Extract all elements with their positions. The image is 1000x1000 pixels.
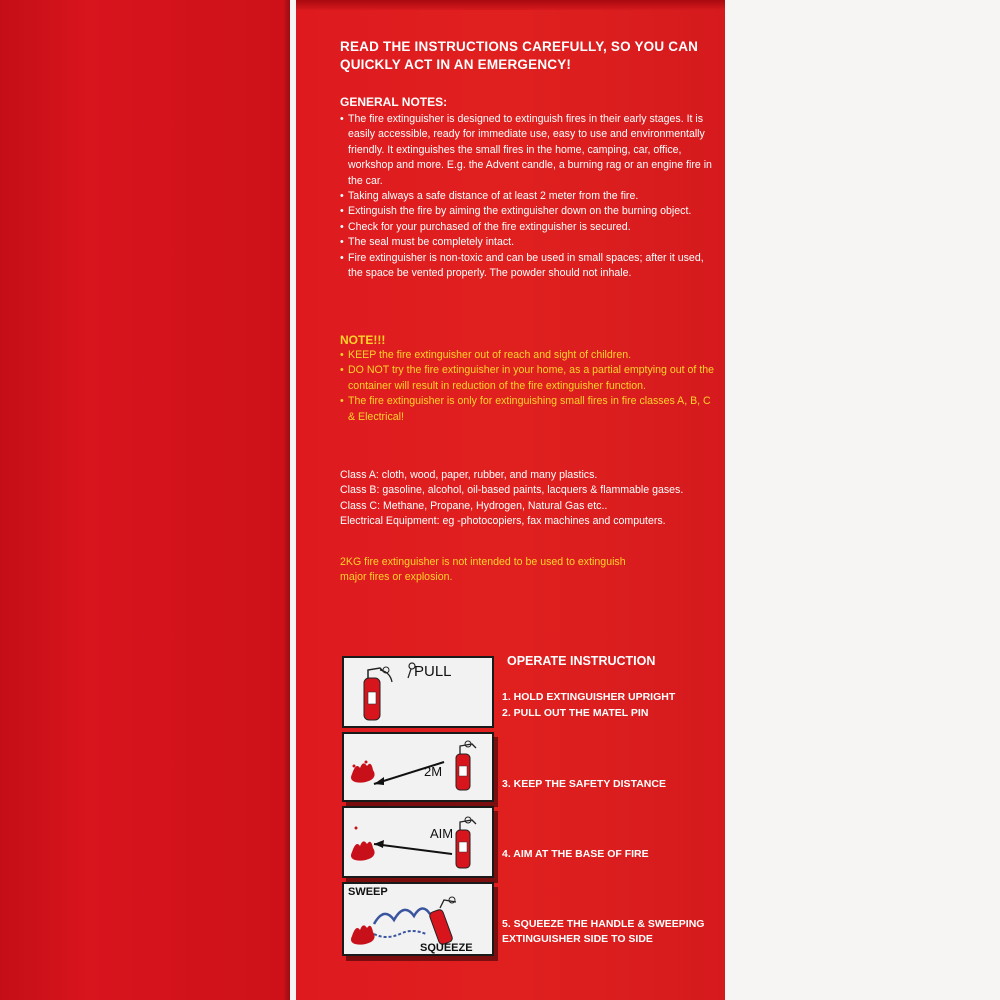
pull-pin-panel <box>342 656 494 728</box>
general-notes-list <box>340 112 715 281</box>
general-note-item: • Check for your purchased of the fire extinguisher is secured. <box>340 220 715 235</box>
general-note-item: • The seal must be completely intact. <box>340 235 715 250</box>
general-note-item: • Extinguish the fire by aiming the extinguisher down on the burning object. <box>340 204 715 219</box>
heading-line-2: QUICKLY ACT IN AN EMERGENCY! <box>340 57 572 72</box>
note-item: • DO NOT try the fire extinguisher in your home, as a partial emptying out of the container will result in reduction of the fire extinguisher function. <box>340 363 715 394</box>
pull-label: PULL <box>414 663 452 680</box>
note-list <box>340 348 715 425</box>
step-1: 1. HOLD EXTINGUISHER UPRIGHT <box>502 691 676 703</box>
capacity-warning: 2KG fire extinguisher is not intended to be used to extinguish major fires or explosion. <box>340 556 626 584</box>
background <box>725 0 1000 1000</box>
sweep-label: SWEEP <box>348 886 388 898</box>
sweep-motion-icon <box>374 908 430 937</box>
general-note-item: • Fire extinguisher is non-toxic and can be used in small spaces; after it used, the space be vented properly. The powder should not inhale. <box>340 251 715 282</box>
extinguisher-icon <box>456 817 476 868</box>
instructions-heading <box>340 38 720 74</box>
fire-class-item: Class B: gasoline, alcohol, oil-based paints, lacquers & flammable gases. <box>340 484 684 497</box>
fire-class-item: Electrical Equipment: eg -photocopiers, fax machines and computers. <box>340 515 666 528</box>
general-note-item: • The fire extinguisher is designed to extinguish fires in their early stages. It is easily accessible, ready for immediate use, easy to use and environmentally friendly. It extinguishes the small fires in the home, camping, car, office, workshop and more. E.g. the Advent candle, a burning rag or an engine fire in the car. <box>340 112 715 189</box>
note-item: • KEEP the fire extinguisher out of reach and sight of children. <box>340 348 715 363</box>
extinguisher-icon <box>429 897 456 945</box>
general-notes-title: GENERAL NOTES: <box>340 95 448 109</box>
distance-label: 2M <box>424 764 443 779</box>
extinguisher-icon <box>456 741 476 790</box>
step-4: 4. AIM AT THE BASE OF FIRE <box>502 848 649 860</box>
general-note-item: • Taking always a safe distance of at least 2 meter from the fire. <box>340 189 715 204</box>
aim-panel <box>342 806 494 878</box>
box-side-panel <box>0 0 290 1000</box>
fire-icon <box>351 761 375 783</box>
squeeze-label: SQUEEZE <box>420 942 473 954</box>
step-3: 3. KEEP THE SAFETY DISTANCE <box>502 778 666 790</box>
fire-icon <box>351 827 375 861</box>
step-5-line-1: 5. SQUEEZE THE HANDLE & SWEEPING <box>502 918 705 930</box>
heading-line-1: READ THE INSTRUCTIONS CAREFULLY, SO YOU CAN <box>340 39 699 54</box>
fire-icon <box>351 925 375 944</box>
fire-classes-list <box>340 468 715 530</box>
safety-distance-panel <box>342 732 494 802</box>
note-item: • The fire extinguisher is only for extinguishing small fires in fire classes A, B, C & Electrical! <box>340 394 715 425</box>
sweep-squeeze-panel <box>342 882 494 956</box>
step-2: 2. PULL OUT THE MATEL PIN <box>502 707 649 719</box>
note-title: NOTE!!! <box>340 333 386 347</box>
fire-class-item: Class A: cloth, wood, paper, rubber, and many plastics. <box>340 469 598 481</box>
extinguisher-icon <box>364 667 392 720</box>
box-top-edge <box>296 0 725 10</box>
box-front-face <box>296 0 725 1000</box>
aim-arrow-icon <box>374 840 452 854</box>
fire-class-item: Class C: Methane, Propane, Hydrogen, Natural Gas etc.. <box>340 499 608 512</box>
aim-label: AIM <box>430 826 454 841</box>
step-5-line-2: EXTINGUISHER SIDE TO SIDE <box>502 933 653 945</box>
operate-instruction-title: OPERATE INSTRUCTION <box>507 654 656 668</box>
